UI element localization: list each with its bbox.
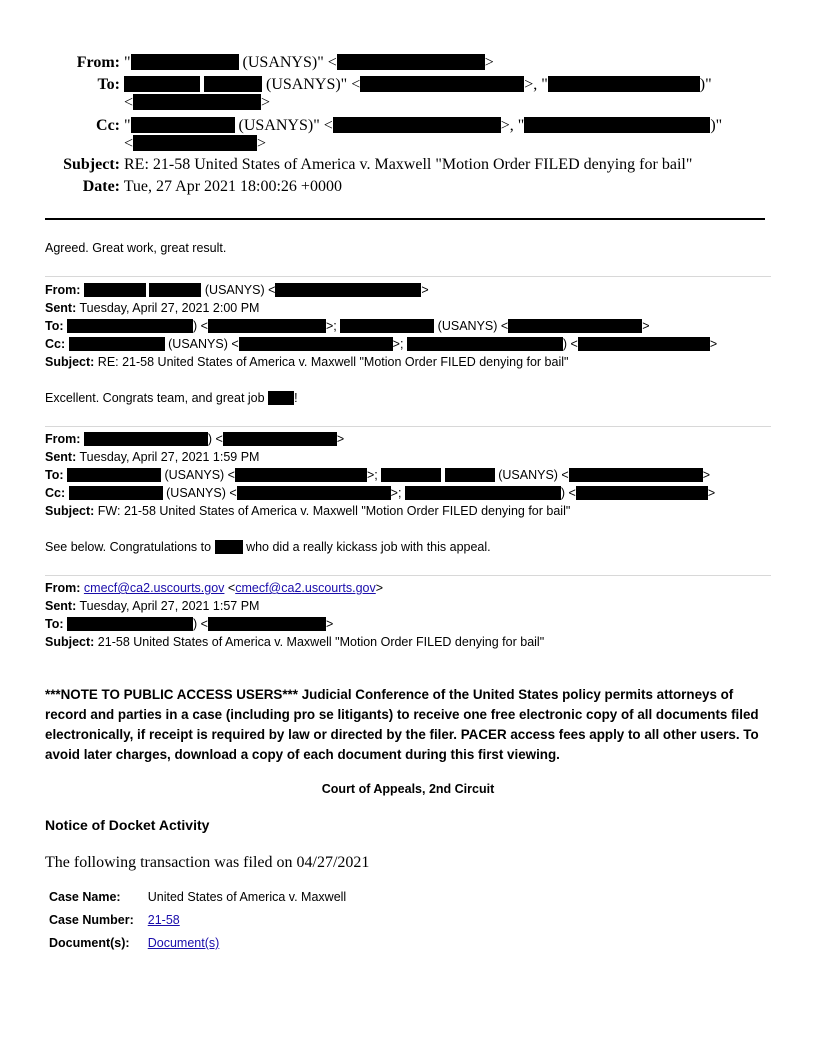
msg1-to-usanys: (USANYS) < [437,319,509,333]
msg1-subject-label: Subject: [45,355,95,369]
msg3-from: From: cmecf@ca2.uscourts.gov <cmecf@ca2.uscourts.gov> [45,581,384,595]
msg2-cc: Cc: (USANYS) < >; ) < > [45,486,716,500]
case-name-label: Case Name: [49,890,121,904]
msg2-to-label: To: [45,468,64,482]
from-email-link-bracketed[interactable]: cmecf@ca2.uscourts.gov [235,581,376,595]
redaction [131,117,235,133]
redaction [67,617,193,631]
redaction [69,486,163,500]
redaction [333,117,501,133]
redaction [69,337,165,351]
msg2-subject [45,504,570,518]
redaction [67,468,161,482]
msg2-cc-label: Cc: [45,486,66,500]
msg2-subject-label: Subject: [45,504,95,518]
case-number-link[interactable]: 21-58 [147,913,180,927]
documents-label: Document(s): [49,936,130,950]
redaction [337,54,485,70]
msg1-to-label: To: [45,319,64,333]
redaction [275,283,421,297]
redaction [84,283,146,297]
msg3-subject-label: Subject: [45,635,95,649]
redaction [208,617,326,631]
redaction [524,117,710,133]
to-text: (USANYS)" < [266,76,361,93]
msg3-subject [45,635,544,649]
redaction [131,54,239,70]
documents-row [45,936,350,959]
msg2-from-label: From: [45,432,81,446]
header-cc-row-cont: < > [124,135,267,152]
redaction [576,486,708,500]
header-cc-row: Cc: " (USANYS)" < >, " )" [0,117,722,135]
cc-label: Cc: [96,117,120,134]
case-number-row [45,913,350,936]
court-name: Court of Appeals, 2nd Circuit [321,782,495,796]
msg1-cc-label: Cc: [45,337,66,351]
redaction [204,76,262,92]
redaction [149,283,201,297]
msg2-sent-label: Sent: [45,450,77,464]
redaction [381,468,441,482]
redaction [124,76,200,92]
msg3-to-label: To: [45,617,64,631]
header-subject-row [0,156,692,174]
header-divider [45,218,765,220]
msg2-body-text: See below. Congratulations to [45,540,212,554]
msg3-subject-text: 21-58 United States of America v. Maxwell "Motion Order FILED denying for bail" [97,635,545,649]
documents-link[interactable]: Document(s) [147,936,220,950]
msg1-cc-usanys: (USANYS) < [168,337,239,351]
header-to-row-cont: < > [124,94,271,111]
from-text: (USANYS)" < [242,54,337,71]
msg1-from-label: From: [45,283,81,297]
redaction [223,432,337,446]
reply-body: Agreed. Great work, great result. [45,241,227,255]
msg1-body-end: ! [294,391,298,405]
redaction [340,319,434,333]
redaction [407,337,563,351]
msg1-from-text: (USANYS) < [204,283,276,297]
msg2-body-end: who did a really kickass job with this appeal. [246,540,491,554]
redaction [569,468,703,482]
cc-text: (USANYS)" < [238,117,333,134]
msg1-sent [45,301,259,315]
msg1-sent-label: Sent: [45,301,77,315]
redaction [237,486,391,500]
case-name-value: United States of America v. Maxwell [147,890,347,904]
msg2-body [45,540,491,554]
date-label: Date: [82,178,120,195]
header-date-row [0,178,342,196]
msg3-to: To: ) < > [45,617,334,631]
msg3-sent-label: Sent: [45,599,77,613]
redaction [445,468,495,482]
public-access-notice: ***NOTE TO PUBLIC ACCESS USERS*** Judicial Conference of the United States policy permits attorneys of record and parties in a case (including pro se litigants) to receive one free electronic copy of all documents filed electronically, if receipt is required by law or directed by the filer. PACER access fees apply to all other users. To avoid later charges, download a copy of each document during this first viewing. [45,687,759,762]
redaction [508,319,642,333]
msg3-sent-text: Tuesday, April 27, 2021 1:57 PM [79,599,260,613]
subject-text: RE: 21-58 United States of America v. Maxwell "Motion Order FILED denying for bail" [124,156,693,173]
msg1-subject [45,355,568,369]
msg1-to: To: ) < >; (USANYS) < > [45,319,650,333]
msg2-sent-text: Tuesday, April 27, 2021 1:59 PM [79,450,260,464]
date-text: Tue, 27 Apr 2021 18:00:26 +0000 [123,178,342,195]
msg2-cc-usanys: (USANYS) < [166,486,237,500]
msg3-sent [45,599,259,613]
msg2-to: To: (USANYS) < >; (USANYS) < > [45,468,711,482]
transaction-text: The following transaction was filed on 04/27/2021 [45,854,370,871]
redaction [133,135,257,151]
header-from-row: From: " (USANYS)" < > [0,54,494,72]
separator [45,575,771,576]
msg2-sent [45,450,259,464]
msg1-cc: Cc: (USANYS) < >; ) < > [45,337,718,351]
redaction [215,540,243,554]
msg1-body [45,391,298,405]
msg2-to-usanys: (USANYS) < [164,468,235,482]
redaction [578,337,710,351]
header-to-row: To: (USANYS)" < >, " )" [0,76,712,94]
from-label: From: [76,54,120,71]
separator [45,426,771,427]
separator [45,276,771,277]
to-label: To: [97,76,120,93]
docket-heading: Notice of Docket Activity [45,817,210,833]
msg1-body-text: Excellent. Congrats team, and great job [45,391,265,405]
msg1-from: From: (USANYS) < > [45,283,429,297]
redaction [548,76,700,92]
redaction [405,486,561,500]
msg2-from: From: ) < > [45,432,345,446]
case-details-table [45,890,350,959]
msg2-subject-text: FW: 21-58 United States of America v. Maxwell "Motion Order FILED denying for bail" [97,504,571,518]
redaction [268,391,294,405]
redaction [84,432,208,446]
redaction [360,76,524,92]
msg1-sent-text: Tuesday, April 27, 2021 2:00 PM [79,301,260,315]
case-number-label: Case Number: [49,913,134,927]
msg2-to-usanys2: (USANYS) < [498,468,569,482]
redaction [67,319,193,333]
msg3-from-label: From: [45,581,81,595]
redaction [208,319,326,333]
from-email-link[interactable]: cmecf@ca2.uscourts.gov [83,581,225,595]
msg1-subject-text: RE: 21-58 United States of America v. Maxwell "Motion Order FILED denying for bail" [97,355,569,369]
redaction [239,337,393,351]
case-name-row [45,890,350,913]
redaction [133,94,261,110]
redaction [235,468,367,482]
subject-label: Subject: [63,156,120,173]
